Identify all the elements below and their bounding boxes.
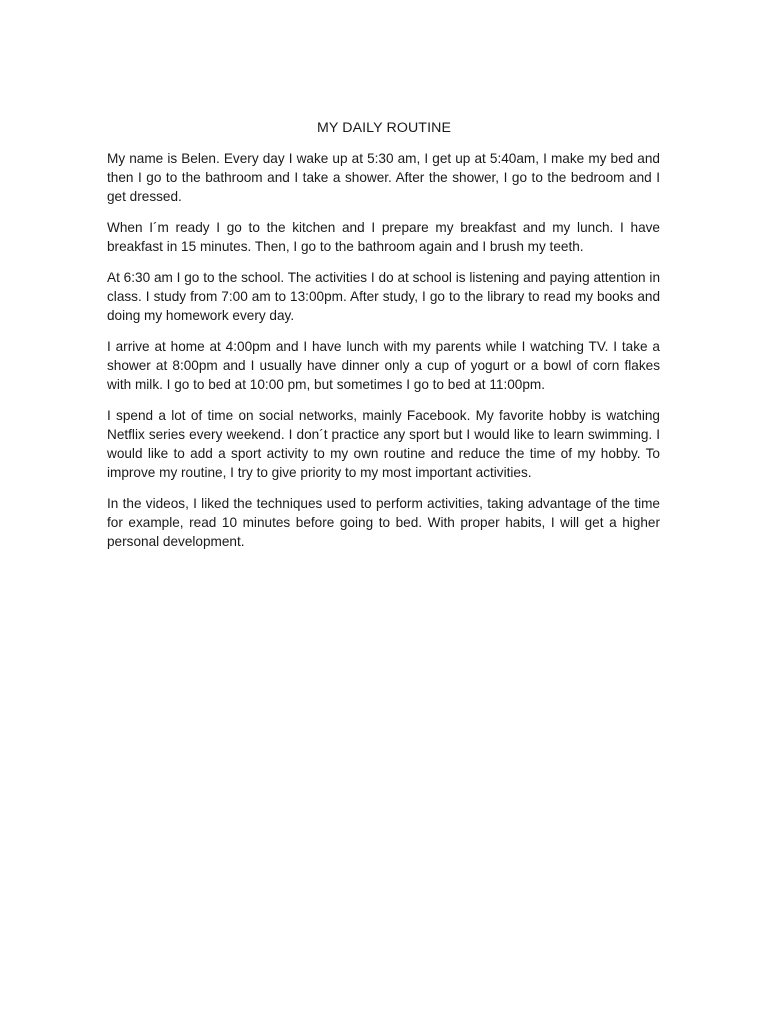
document-title: MY DAILY ROUTINE (316, 120, 452, 136)
paragraph-wake-up: My name is Belen. Every day I wake up at 5:30 am, I get up at 5:40am, I make my bed and then I go to the bathroom and I take a shower. After the shower, I go to the bedroom and I get dressed. (107, 151, 660, 204)
paragraph-school: At 6:30 am I go to the school. The activities I do at school is listening and paying attention in class. I study from 7:00 am to 13:00pm. After study, I go to the library to read my books and doing my homework every day. (107, 270, 660, 323)
paragraph-hobbies: I spend a lot of time on social networks, mainly Facebook. My favorite hobby is watching Netflix series every weekend. I don´t practice any sport but I would like to learn swimming. I would like to add a sport activity to my own routine and reduce the time of my hobby. To improve my routine, I try to give priority to my most important activities. (107, 408, 660, 480)
paragraph-evening: I arrive at home at 4:00pm and I have lunch with my parents while I watching TV. I take a shower at 8:00pm and I usually have dinner only a cup of yogurt or a bowl of corn flakes with milk. I go to bed at 10:00 pm, but sometimes I go to bed at 11:00pm. (107, 339, 660, 392)
paragraph-conclusion: In the videos, I liked the techniques used to perform activities, taking advantage of the time for example, read 10 minutes before going to bed. With proper habits, I will get a higher personal development. (107, 496, 660, 549)
document-body (107, 149, 660, 563)
paragraph-breakfast: When I´m ready I go to the kitchen and I prepare my breakfast and my lunch. I have breakfast in 15 minutes. Then, I go to the bathroom again and I brush my teeth. (107, 220, 660, 254)
